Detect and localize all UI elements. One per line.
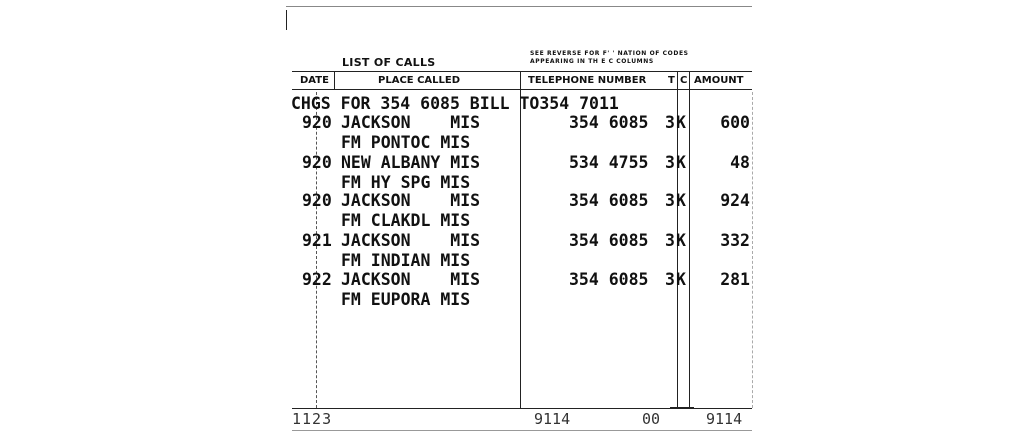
call-c: K <box>676 153 686 172</box>
call-t: 3 <box>665 270 675 289</box>
call-t: 3 <box>665 231 675 250</box>
footer-mid-total: 9114 <box>534 410 571 428</box>
call-date: 920 <box>302 153 332 172</box>
call-amount: 48 <box>730 153 750 172</box>
call-amount: 600 <box>720 113 750 132</box>
header-rule-bottom <box>292 89 752 90</box>
top-border <box>286 6 752 7</box>
footer-underline <box>292 430 752 431</box>
call-from: FM HY SPG MIS <box>341 173 471 192</box>
col-t: T <box>668 75 675 86</box>
col-place: PLACE CALLED <box>378 75 461 86</box>
codes-note-line2: APPEARING IN TH E C COLUMNS <box>530 58 654 65</box>
call-place: JACKSON MIS <box>341 191 481 210</box>
call-amount: 332 <box>720 231 750 250</box>
header-rule-top <box>292 71 752 72</box>
list-title: LIST OF CALLS <box>342 56 436 69</box>
call-t: 3 <box>665 113 675 132</box>
amount-guide-line <box>752 92 753 408</box>
call-t: 3 <box>665 153 675 172</box>
col-date: DATE <box>300 75 329 86</box>
call-c: K <box>676 191 686 210</box>
call-place: JACKSON MIS <box>341 113 481 132</box>
footer-mid-cents: 00 <box>642 410 661 428</box>
call-phone: 534 4755 <box>569 153 649 172</box>
col-divider-phone <box>520 71 521 408</box>
col-telephone: TELEPHONE NUMBER <box>528 75 647 86</box>
call-date: 920 <box>302 191 332 210</box>
call-c: K <box>676 270 686 289</box>
call-place: JACKSON MIS <box>341 231 481 250</box>
call-date: 921 <box>302 231 332 250</box>
call-date: 922 <box>302 270 332 289</box>
call-from: FM CLAKDL MIS <box>341 211 471 230</box>
footer-left-total: 1123 <box>292 410 333 428</box>
call-phone: 354 6085 <box>569 113 649 132</box>
col-divider-date <box>334 71 335 89</box>
call-phone: 354 6085 <box>569 231 649 250</box>
footer-right-total: 9114 <box>706 410 743 428</box>
call-from: FM INDIAN MIS <box>341 251 471 270</box>
call-c: K <box>676 231 686 250</box>
col-divider-c <box>689 71 690 408</box>
col-c: C <box>680 75 688 86</box>
call-t: 3 <box>665 191 675 210</box>
top-left-tick <box>286 10 287 30</box>
charge-line: CHGS FOR 354 6085 BILL TO354 7011 <box>291 94 619 113</box>
call-c: K <box>676 113 686 132</box>
codes-note-line1: SEE REVERSE FOR F' ' NATION OF CODES <box>530 50 689 57</box>
call-phone: 354 6085 <box>569 191 649 210</box>
col-amount: AMOUNT <box>694 75 744 86</box>
call-place: NEW ALBANY MIS <box>341 153 481 172</box>
call-place: JACKSON MIS <box>341 270 481 289</box>
total-rule-tc <box>670 407 694 409</box>
call-date: 920 <box>302 113 332 132</box>
call-amount: 281 <box>720 270 750 289</box>
call-from: FM PONTOC MIS <box>341 133 471 152</box>
call-amount: 924 <box>720 191 750 210</box>
call-from: FM EUPORA MIS <box>341 290 471 309</box>
call-phone: 354 6085 <box>569 270 649 289</box>
